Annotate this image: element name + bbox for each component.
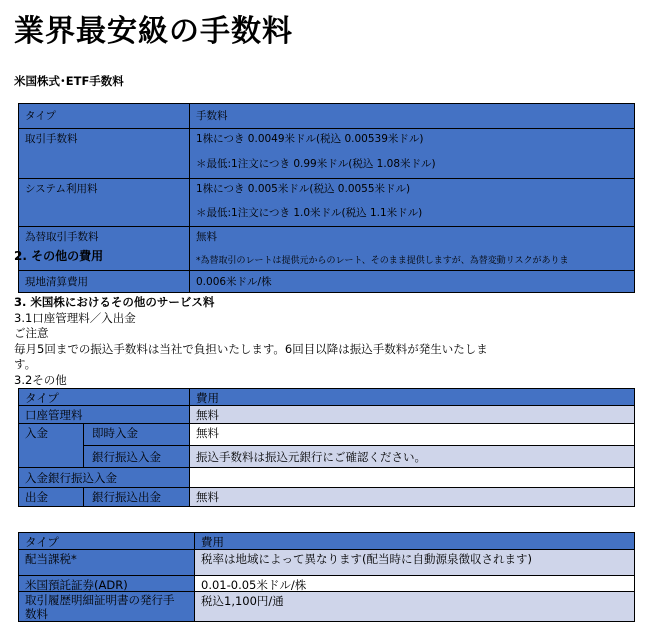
service-table (18, 388, 635, 507)
deposit-label: 入金 (19, 423, 83, 467)
bank-deposit-merged-label: 入金銀行振込入金 (19, 467, 189, 487)
system-fee-line1: 1株につき 0.005米ドル(税込 0.0055米ドル) (196, 183, 411, 195)
section3-heading: 3. 米国株におけるその他のサービス料 (14, 295, 215, 309)
section32-heading: 3.2その他 (14, 373, 67, 387)
account-fee-value: 無料 (189, 405, 634, 423)
statement-fee-value: 税込1,100円/通 (194, 591, 634, 621)
notice-text-line1: 毎月5回までの振込手数料は当社で負担いたします。6回目以降は振込手数料が発生いたしま (14, 342, 488, 356)
adr-label: 米国預託証券(ADR) (19, 575, 194, 591)
service-header-cost: 費用 (189, 389, 634, 405)
service-header-type: タイプ (19, 389, 189, 405)
statement-fee-label (19, 591, 194, 621)
other-table (18, 532, 635, 622)
bank-withdraw-label: 銀行振込出金 (83, 487, 189, 506)
clearing-fee-label: 現地清算費用 (19, 270, 189, 292)
instant-deposit-label: 即時入金 (83, 423, 189, 445)
withdraw-label: 出金 (19, 487, 83, 506)
system-fee-label: システム利用料 (19, 178, 189, 226)
account-fee-label: 口座管理料 (19, 405, 189, 423)
trade-fee-value (189, 128, 634, 178)
fx-fee-free: 無料 (196, 231, 217, 243)
bank-deposit-value: 振込手数料は振込元銀行にご確認ください。 (189, 445, 634, 467)
fx-fee-value (189, 226, 634, 270)
section31-heading: 3.1口座管理料／入出金 (14, 311, 136, 325)
other-header-type: タイプ (19, 533, 194, 549)
bank-deposit-merged-value (189, 467, 634, 487)
clearing-fee-value: 0.006米ドル/株 (189, 270, 634, 292)
statement-fee-label-line2: 数料 (25, 607, 48, 621)
fx-fee-note: *為替取引のレートは提供元からのレート、そのまま提供しますが、為替変動リスクがありま (196, 256, 569, 266)
other-header-cost: 費用 (194, 533, 634, 549)
system-fee-line2: ＊最低:1注文につき 1.0米ドル(税込 1.1米ドル) (196, 207, 423, 219)
fee-table-header-type: タイプ (19, 104, 189, 128)
dividend-tax-value: 税率は地域によって異なります(配当時に自動源泉徴収されます) (194, 549, 634, 575)
fx-fee-label: 為替取引手数料 (19, 226, 189, 270)
adr-value: 0.01-0.05米ドル/株 (194, 575, 634, 591)
bank-withdraw-value: 無料 (189, 487, 634, 506)
fee-table (18, 103, 635, 293)
fee-table-header-fee: 手数料 (189, 104, 634, 128)
notice-label: ご注意 (14, 326, 49, 340)
notice-text-line2: す。 (14, 357, 37, 371)
statement-fee-label-line1: 取引履歴明細証明書の発行手 (25, 593, 175, 607)
section2-heading: 2. その他の費用 (14, 249, 104, 263)
instant-deposit-value: 無料 (189, 423, 634, 445)
trade-fee-line2: ＊最低:1注文につき 0.99米ドル(税込 1.08米ドル) (196, 158, 436, 170)
trade-fee-line1: 1株につき 0.0049米ドル(税込 0.00539米ドル) (196, 133, 424, 145)
subtitle: 米国株式･ETF手数料 (14, 74, 124, 88)
trade-fee-label: 取引手数料 (19, 128, 189, 178)
dividend-tax-label: 配当課税* (19, 549, 194, 575)
system-fee-value (189, 178, 634, 226)
bank-deposit-label: 銀行振込入金 (83, 445, 189, 467)
page-title: 業界最安級の手数料 (14, 14, 293, 49)
